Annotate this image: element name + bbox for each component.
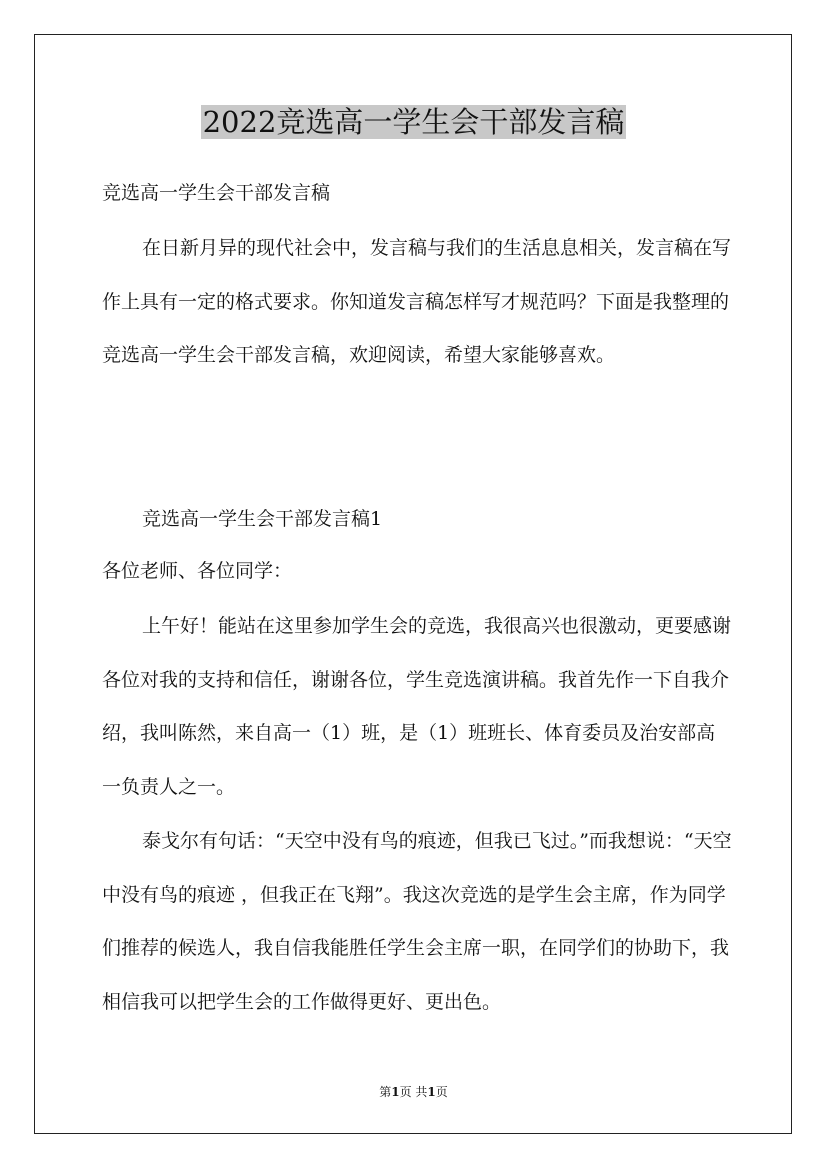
document-title-text: 2022竞选高一学生会干部发言稿 bbox=[202, 105, 625, 139]
intro-paragraph: 在日新月异的现代社会中，发言稿与我们的生活息息相关，发言稿在写作上具有一定的格式要求。你知道发言稿怎样写才规范吗？下面是我整理的竞选高一学生会干部发言稿，欢迎阅读，希望大家能够喜欢。 bbox=[102, 237, 732, 367]
body-paragraph-1: 上午好！能站在这里参加学生会的竞选，我很高兴也很激动，更要感谢各位对我的支持和信任，谢谢各位，学生竞选演讲稿。我首先作一下自我介绍，我叫陈然，来自高一（1）班，是（1）班班长、体育委员及治安部高一负责人之一。 bbox=[102, 615, 732, 798]
greeting-line: 各位老师、各位同学： bbox=[102, 560, 293, 582]
section-heading: 竞选高一学生会干部发言稿1 bbox=[142, 508, 383, 530]
body-paragraph-2: 泰戈尔有句话：“天空中没有鸟的痕迹，但我已飞过。”而我想说：“天空中没有鸟的痕迹 ，但我正在飞翔”。我这次竞选的是学生会主席，作为同学们推荐的候选人，我自信我能胜任学生会主席一职，在同学们的协助下，我相信我可以把学生会的工作做得更好、更出色。 bbox=[102, 830, 732, 1013]
footer-page-mid: 页 共 bbox=[399, 1085, 428, 1099]
document-subtitle: 竞选高一学生会干部发言稿 bbox=[102, 182, 331, 204]
page-footer bbox=[0, 1084, 827, 1100]
footer-page-total: 1 bbox=[427, 1085, 436, 1099]
document-title bbox=[0, 101, 827, 143]
footer-page-suffix: 页 bbox=[435, 1085, 448, 1099]
footer-page-prefix: 第 bbox=[379, 1085, 392, 1099]
footer-page-current: 1 bbox=[391, 1085, 400, 1099]
